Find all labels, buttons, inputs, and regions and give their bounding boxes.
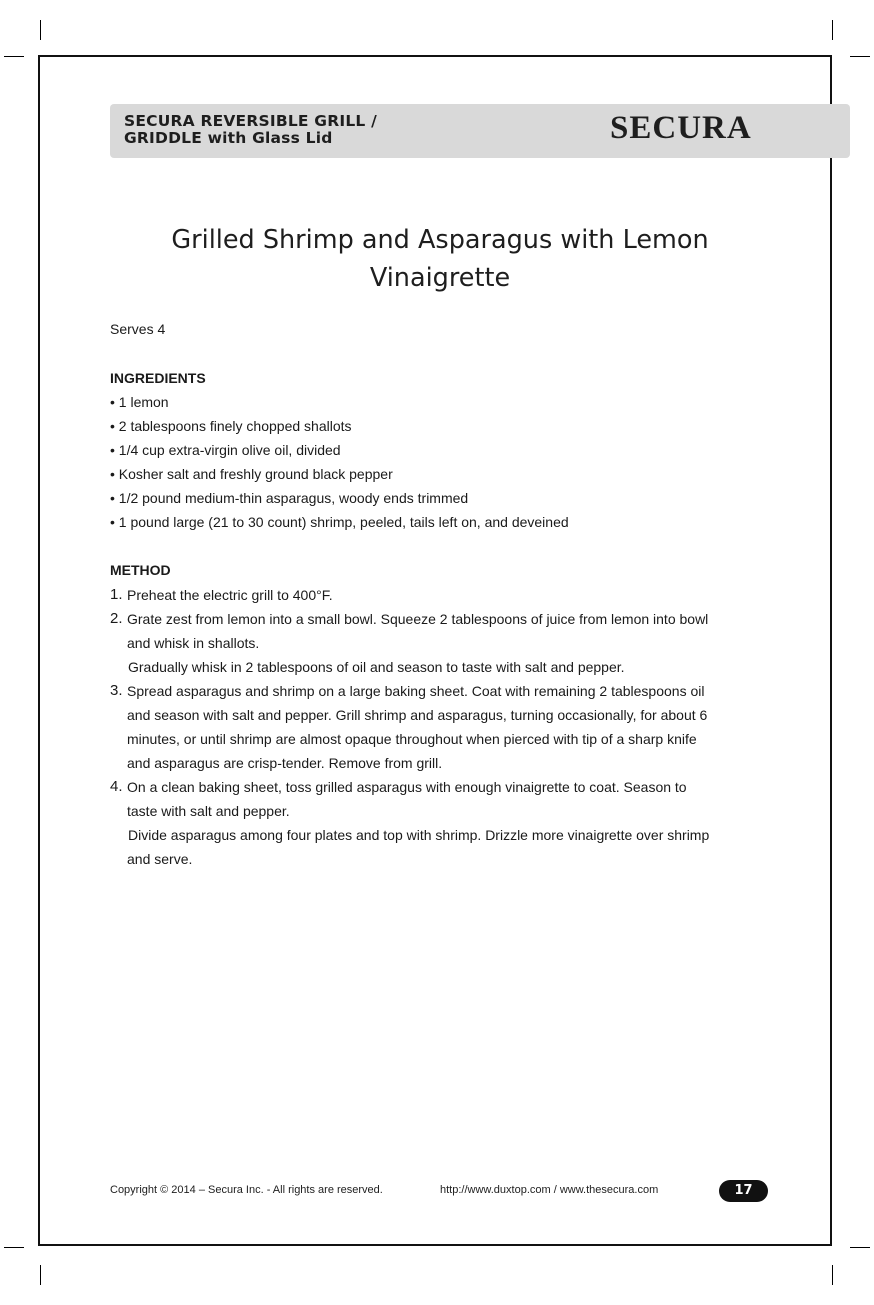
step-text: Preheat the electric grill to 400°F. [127,587,333,603]
crop-mark [832,1265,833,1285]
step-number: 2. [110,610,123,627]
website-links: http://www.duxtop.com / www.thesecura.com [440,1184,659,1196]
step-text: and season with salt and pepper. Grill shrimp and asparagus, turning occasionally, for about 6 [127,707,708,723]
method-step [110,679,780,775]
step-number: 4. [110,778,123,795]
recipe-title-line: Grilled Shrimp and Asparagus with Lemon [171,225,709,255]
product-name-line: SECURA REVERSIBLE GRILL / [124,112,377,130]
ingredient-item: • 1 pound large (21 to 30 count) shrimp, peeled, tails left on, and deveined [110,514,569,530]
step-subtext: Gradually whisk in 2 tablespoons of oil and season to taste with salt and pepper. [128,659,625,675]
crop-mark [40,20,41,40]
copyright-text: Copyright © 2014 – Secura Inc. - All rights are reserved. [110,1184,383,1196]
crop-mark [850,56,870,57]
method-step [110,607,780,679]
step-text: Grate zest from lemon into a small bowl. Squeeze 2 tablespoons of juice from lemon into bowl [127,611,709,627]
step-text: taste with salt and pepper. [127,803,290,819]
crop-mark [850,1247,870,1248]
ingredients-list [110,392,569,536]
crop-mark [832,20,833,40]
recipe-title [110,221,770,297]
crop-mark [4,1247,24,1248]
method-step [110,583,780,607]
method-step [110,775,780,871]
product-name-line: GRIDDLE with Glass Lid [124,129,333,147]
header-band [110,104,850,158]
step-text: Spread asparagus and shrimp on a large baking sheet. Coat with remaining 2 tablespoons oil [127,683,705,699]
ingredient-item: • 1 lemon [110,394,169,410]
step-number: 1. [110,586,123,603]
method-steps [110,583,780,871]
step-number: 3. [110,682,123,699]
serves-text: Serves 4 [110,321,166,337]
step-text: On a clean baking sheet, toss grilled asparagus with enough vinaigrette to coat. Season to [127,779,687,795]
ingredients-heading: INGREDIENTS [110,370,206,386]
method-heading: METHOD [110,562,171,578]
ingredient-item: • Kosher salt and freshly ground black pepper [110,466,393,482]
page-number-badge: 17 [719,1180,768,1202]
recipe-title-line: Vinaigrette [369,263,511,293]
crop-mark [4,56,24,57]
step-text: minutes, or until shrimp are almost opaque throughout when pierced with tip of a sharp knife [127,731,697,747]
step-text: and serve. [127,851,193,867]
ingredient-item: • 2 tablespoons finely chopped shallots [110,418,352,434]
step-subtext: Divide asparagus among four plates and top with shrimp. Drizzle more vinaigrette over shrimp [128,827,710,843]
ingredient-item: • 1/2 pound medium-thin asparagus, woody ends trimmed [110,490,469,506]
step-text: and whisk in shallots. [127,635,260,651]
product-name [124,113,377,147]
ingredient-item: • 1/4 cup extra-virgin olive oil, divided [110,442,341,458]
crop-mark [40,1265,41,1285]
brand-logo: SECURA [610,110,752,146]
step-text: and asparagus are crisp-tender. Remove from grill. [127,755,443,771]
